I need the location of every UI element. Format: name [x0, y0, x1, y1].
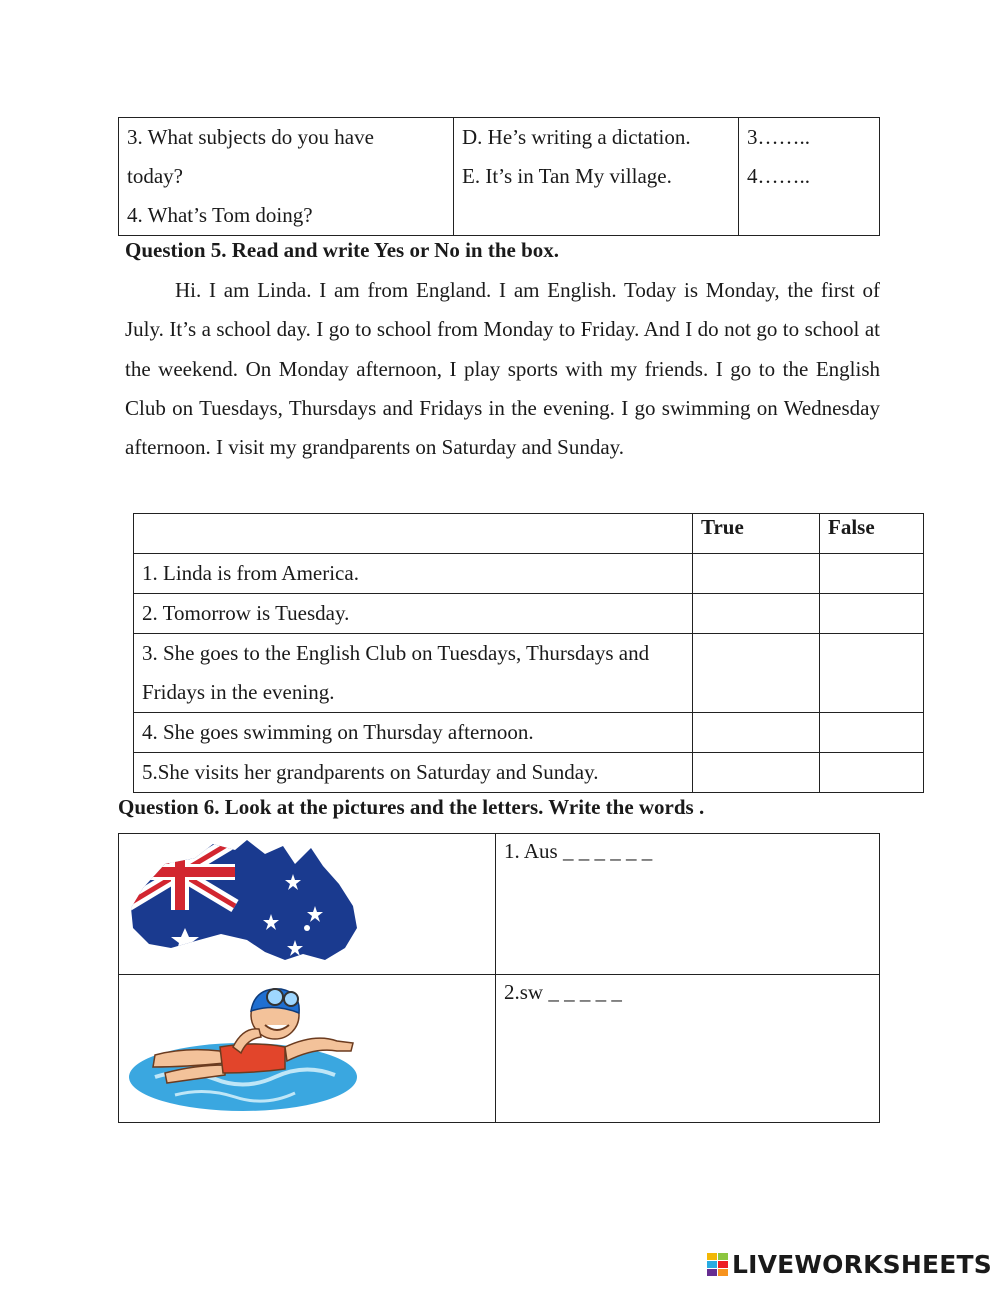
true-box[interactable]	[693, 634, 820, 713]
true-box[interactable]	[693, 594, 820, 634]
false-box[interactable]	[820, 594, 924, 634]
false-box[interactable]	[820, 713, 924, 753]
word-prefix: 2.sw	[504, 980, 549, 1004]
table-row	[134, 594, 924, 634]
answer-line: D. He’s writing a dictation.	[462, 125, 691, 149]
word-blanks[interactable]: _ _ _ _ _	[548, 980, 622, 1004]
word-blanks[interactable]: _ _ _ _ _ _	[562, 839, 653, 863]
match-blank[interactable]: 3……..	[747, 125, 810, 149]
true-box[interactable]	[693, 554, 820, 594]
question-6-heading: Question 6. Look at the pictures and the letters. Write the words .	[118, 795, 705, 819]
statement: 3. She goes to the English Club on Tuesdays, Thursdays and Fridays in the evening.	[134, 634, 693, 713]
liveworksheets-logo	[707, 1250, 992, 1279]
question-cell	[119, 118, 454, 236]
table-row	[134, 634, 924, 713]
true-header: True	[693, 514, 820, 554]
statement: 5.She visits her grandparents on Saturday and Sunday.	[134, 753, 693, 793]
false-box[interactable]	[820, 554, 924, 594]
question-line: 3. What subjects do you have	[127, 125, 374, 149]
australia-flag-map-image	[125, 836, 365, 968]
logo-icon	[707, 1253, 729, 1277]
answer-cell	[454, 118, 739, 236]
statement: 2. Tomorrow is Tuesday.	[134, 594, 693, 634]
word-prefix: 1. Aus	[504, 839, 563, 863]
answer-line: E. It’s in Tan My village.	[462, 164, 672, 188]
question-line: 4. What’s Tom doing?	[127, 203, 313, 227]
question-line: today?	[127, 164, 183, 188]
matching-table	[118, 117, 880, 236]
match-blank[interactable]: 4……..	[747, 164, 810, 188]
table-header-row	[134, 514, 924, 554]
question-5-heading: Question 5. Read and write Yes or No in the box.	[125, 238, 560, 262]
picture-cell	[119, 834, 496, 975]
passage-text: Hi. I am Linda. I am from England. I am English. Today is Monday, the first of July. It’s a school day. I go to school from Monday to Friday. And I do not go to school at the weekend. On Monday afternoon, I play sports with my friends. I go to the English Club on Tuesdays, Thursdays and Fridays in the evening. I go swimming on Wednesday afternoon. I visit my grandparents on Saturday and Sunday.	[125, 278, 880, 460]
picture-table	[118, 833, 880, 1123]
statement: 4. She goes swimming on Thursday afternoon.	[134, 713, 693, 753]
false-box[interactable]	[820, 634, 924, 713]
word-cell	[496, 834, 880, 975]
statement: 1. Linda is from America.	[134, 554, 693, 594]
true-false-table	[133, 513, 924, 793]
swimmer-image	[125, 977, 365, 1117]
false-header: False	[820, 514, 924, 554]
logo-text: LIVEWORKSHEETS	[731, 1250, 992, 1279]
table-row	[134, 554, 924, 594]
false-box[interactable]	[820, 753, 924, 793]
table-row	[134, 753, 924, 793]
table-row	[134, 713, 924, 753]
word-cell	[496, 975, 880, 1123]
match-cell	[739, 118, 880, 236]
true-box[interactable]	[693, 713, 820, 753]
reading-passage	[125, 271, 880, 467]
picture-cell	[119, 975, 496, 1123]
statement-header	[134, 514, 693, 554]
true-box[interactable]	[693, 753, 820, 793]
